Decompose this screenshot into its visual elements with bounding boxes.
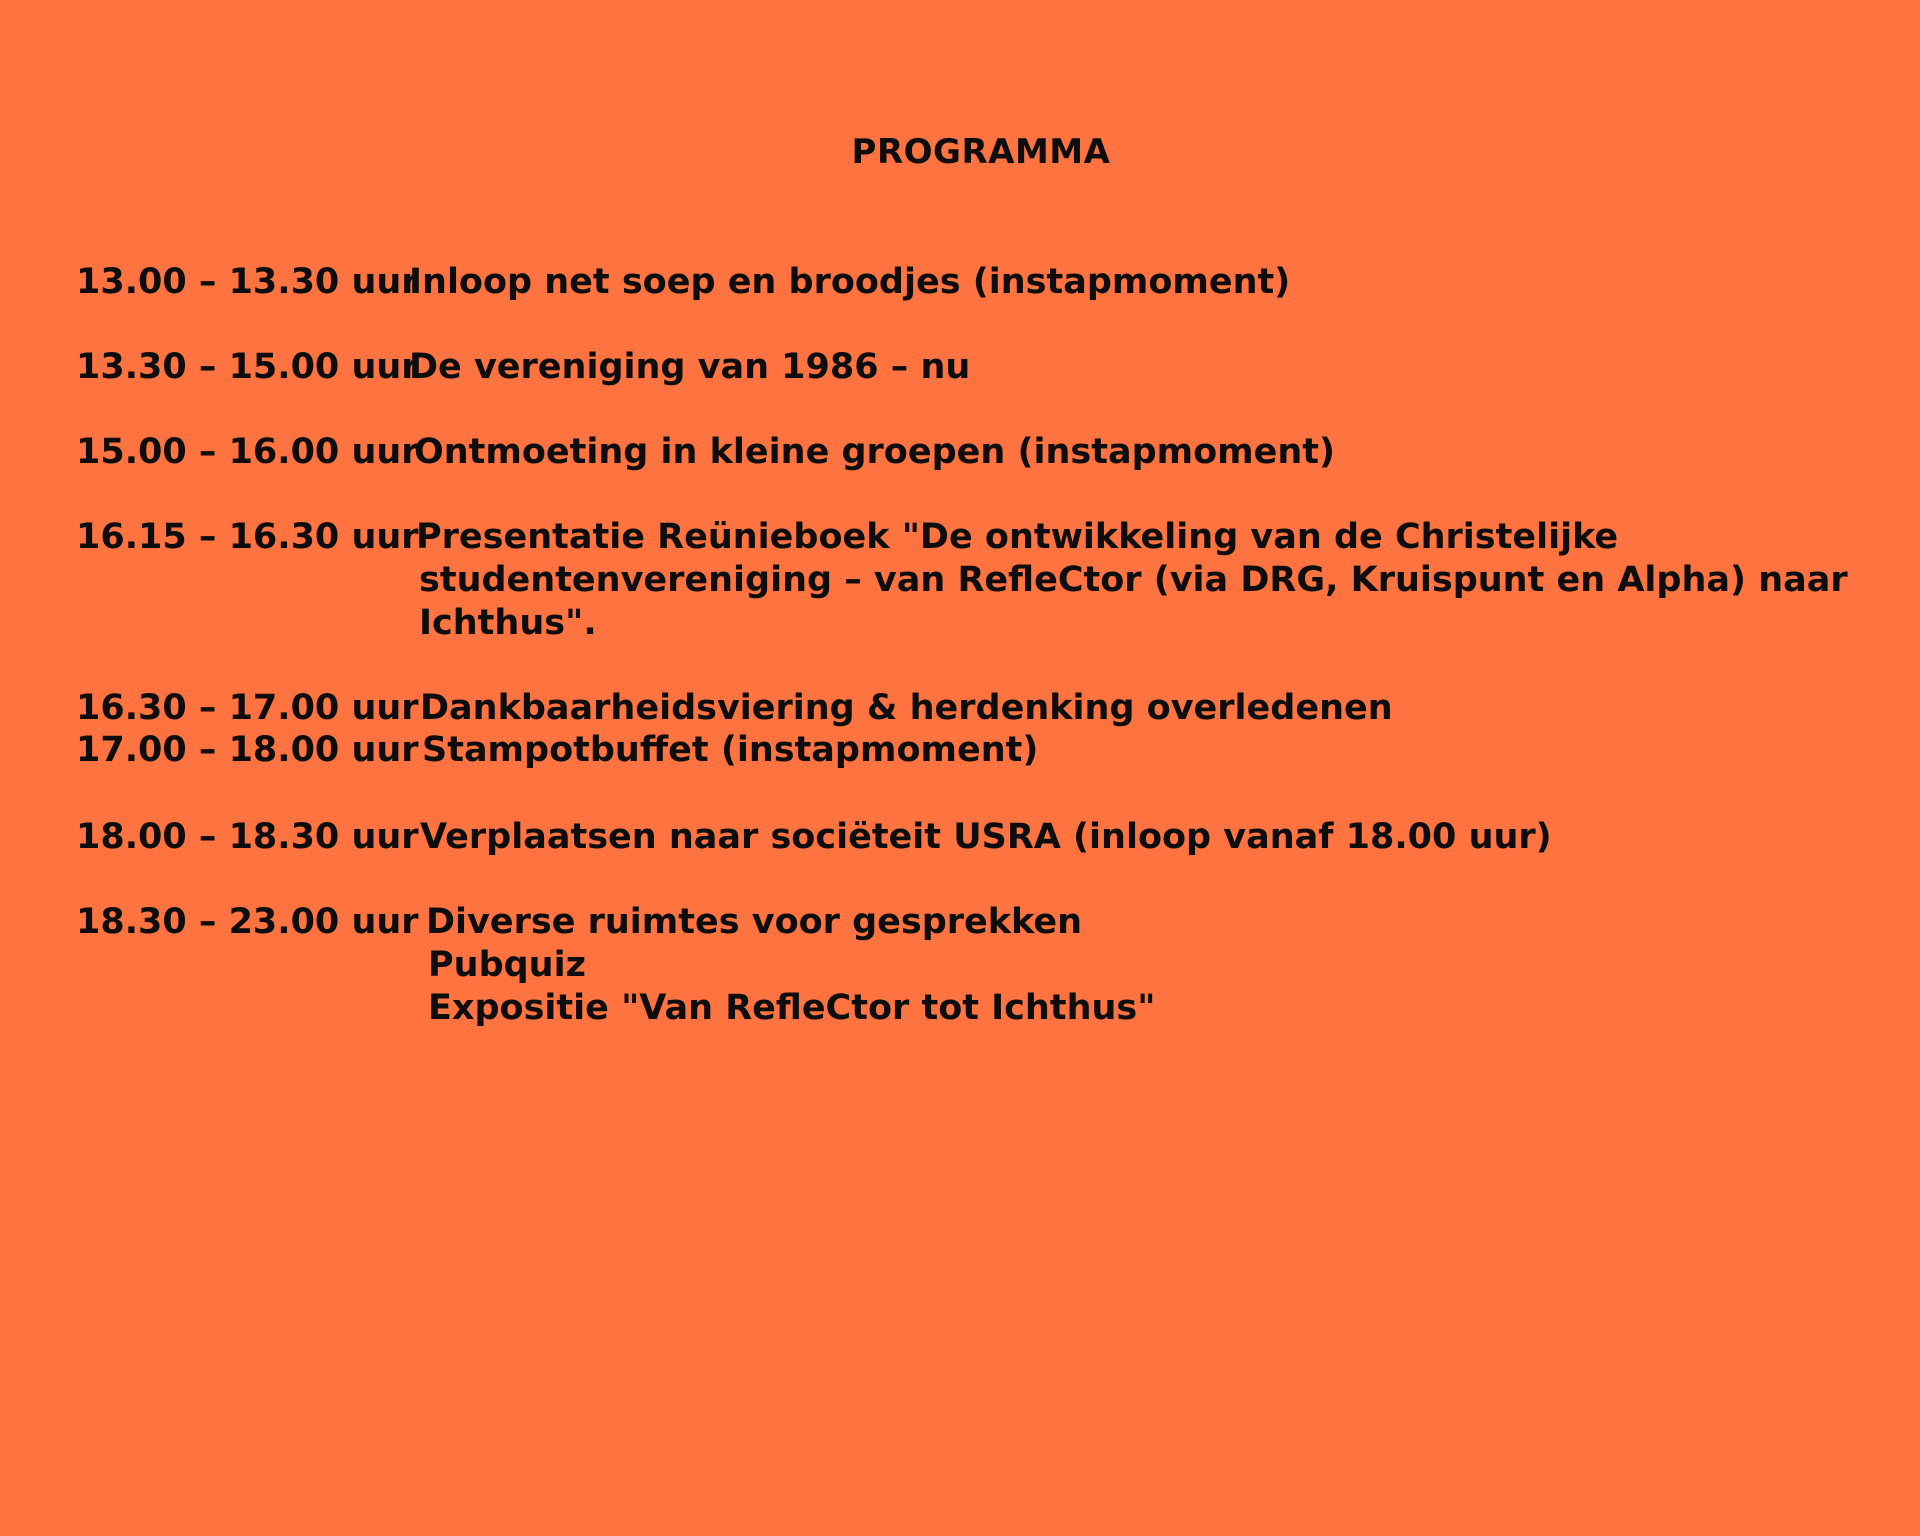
description-line: Dankbaarheidsviering & herdenking overledenen (420, 688, 1393, 728)
description-line: studentenvereniging – van RefleCtor (via DRG, Kruispunt en Alpha) naar (419, 560, 1848, 600)
schedule-time: 13.00 – 13.30 uur (76, 262, 419, 302)
schedule-description (422, 729, 1038, 772)
description-line: Verplaatsen naar sociëteit USRA (inloop vanaf 18.00 uur) (420, 817, 1552, 857)
schedule-time: 18.30 – 23.00 uur (76, 902, 419, 942)
description-line: Inloop net soep en broodjes (instapmoment) (409, 262, 1291, 302)
schedule-time: 13.30 – 15.00 uur (76, 347, 419, 387)
description-line: Ontmoeting in kleine groepen (instapmoment) (414, 432, 1335, 472)
description-line: Pubquiz (428, 945, 586, 985)
schedule-description (420, 816, 1552, 859)
description-line: Expositie "Van RefleCtor tot Ichthus" (428, 988, 1156, 1028)
description-line: De vereniging van 1986 – nu (409, 347, 971, 387)
schedule-time: 15.00 – 16.00 uur (76, 432, 419, 472)
schedule-description (414, 431, 1335, 474)
schedule-time: 17.00 – 18.00 uur (76, 730, 419, 770)
description-line: Diverse ruimtes voor gesprekken (426, 902, 1083, 942)
schedule-time: 16.30 – 17.00 uur (76, 688, 419, 728)
schedule-description (426, 901, 1155, 1030)
description-line: Stampotbuffet (instapmoment) (422, 730, 1039, 770)
schedule-time: 18.00 – 18.30 uur (76, 817, 419, 857)
schedule-description (409, 346, 970, 389)
description-line: Ichthus". (419, 603, 597, 643)
schedule-description (420, 687, 1393, 730)
page-title: PROGRAMMA (851, 132, 1111, 172)
schedule-time: 16.15 – 16.30 uur (76, 517, 419, 557)
description-line: Presentatie Reünieboek "De ontwikkeling van de Christelijke (416, 517, 1619, 557)
schedule-description (409, 261, 1290, 304)
schedule-description (416, 516, 1848, 645)
